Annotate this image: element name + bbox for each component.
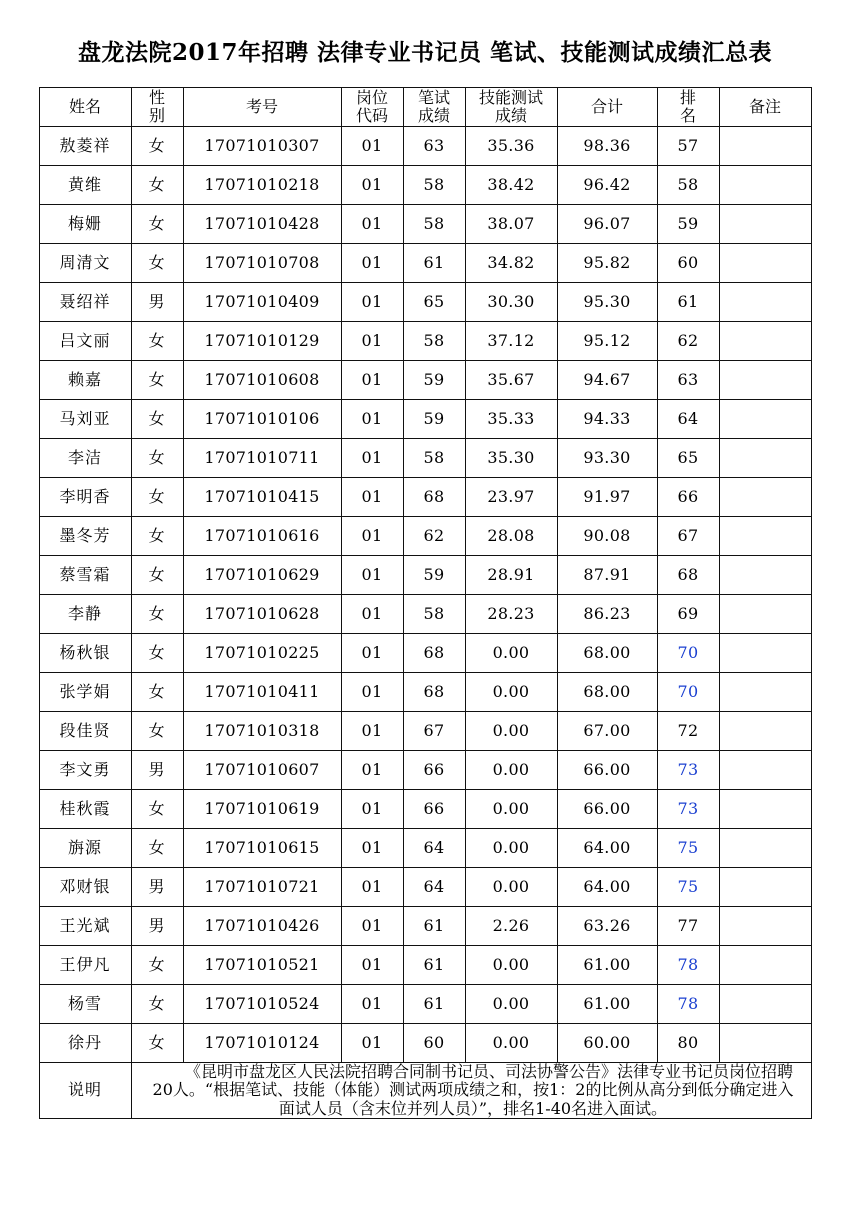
cell-written-score: 66 bbox=[403, 790, 465, 829]
cell-remark bbox=[719, 907, 811, 946]
cell-skill-score: 0.00 bbox=[465, 673, 557, 712]
table-row bbox=[39, 556, 811, 595]
cell-name: 张学娟 bbox=[39, 673, 131, 712]
cell-total: 94.67 bbox=[557, 361, 657, 400]
cell-post-code: 01 bbox=[341, 517, 403, 556]
note-row bbox=[39, 1063, 811, 1119]
cell-remark bbox=[719, 205, 811, 244]
cell-name: 段佳贤 bbox=[39, 712, 131, 751]
column-header-skill-score bbox=[465, 88, 557, 127]
cell-sex: 女 bbox=[131, 673, 183, 712]
cell-post-code: 01 bbox=[341, 556, 403, 595]
cell-name: 梅姗 bbox=[39, 205, 131, 244]
table-row bbox=[39, 907, 811, 946]
table-row bbox=[39, 790, 811, 829]
cell-total: 64.00 bbox=[557, 868, 657, 907]
cell-exam-no: 17071010225 bbox=[183, 634, 341, 673]
cell-name: 赖嘉 bbox=[39, 361, 131, 400]
cell-written-score: 61 bbox=[403, 946, 465, 985]
cell-sex: 女 bbox=[131, 634, 183, 673]
cell-exam-no: 17071010619 bbox=[183, 790, 341, 829]
cell-name: 李文勇 bbox=[39, 751, 131, 790]
cell-remark bbox=[719, 1024, 811, 1063]
cell-total: 91.97 bbox=[557, 478, 657, 517]
cell-written-score: 59 bbox=[403, 556, 465, 595]
cell-name: 李明香 bbox=[39, 478, 131, 517]
cell-total: 90.08 bbox=[557, 517, 657, 556]
cell-skill-score: 0.00 bbox=[465, 946, 557, 985]
cell-total: 96.42 bbox=[557, 166, 657, 205]
cell-name: 桂秋霞 bbox=[39, 790, 131, 829]
cell-written-score: 65 bbox=[403, 283, 465, 322]
cell-written-score: 63 bbox=[403, 127, 465, 166]
cell-total: 93.30 bbox=[557, 439, 657, 478]
cell-post-code: 01 bbox=[341, 946, 403, 985]
cell-exam-no: 17071010218 bbox=[183, 166, 341, 205]
cell-remark bbox=[719, 478, 811, 517]
header-line-2: 名 bbox=[679, 106, 696, 125]
cell-post-code: 01 bbox=[341, 400, 403, 439]
table-row bbox=[39, 946, 811, 985]
cell-sex: 女 bbox=[131, 712, 183, 751]
cell-written-score: 68 bbox=[403, 673, 465, 712]
cell-written-score: 61 bbox=[403, 907, 465, 946]
cell-remark bbox=[719, 361, 811, 400]
cell-written-score: 59 bbox=[403, 361, 465, 400]
cell-sex: 女 bbox=[131, 439, 183, 478]
table-row bbox=[39, 205, 811, 244]
cell-total: 67.00 bbox=[557, 712, 657, 751]
cell-rank: 68 bbox=[657, 556, 719, 595]
header-line-2: 成绩 bbox=[494, 106, 527, 125]
cell-post-code: 01 bbox=[341, 595, 403, 634]
cell-exam-no: 17071010415 bbox=[183, 478, 341, 517]
cell-total: 95.12 bbox=[557, 322, 657, 361]
header-line-1: 排 bbox=[679, 87, 696, 107]
cell-written-score: 64 bbox=[403, 829, 465, 868]
cell-total: 95.82 bbox=[557, 244, 657, 283]
cell-rank: 72 bbox=[657, 712, 719, 751]
cell-sex: 女 bbox=[131, 946, 183, 985]
table-row bbox=[39, 1024, 811, 1063]
cell-exam-no: 17071010616 bbox=[183, 517, 341, 556]
cell-exam-no: 17071010426 bbox=[183, 907, 341, 946]
column-header-sex bbox=[131, 88, 183, 127]
cell-rank: 75 bbox=[657, 829, 719, 868]
cell-name: 墨冬芳 bbox=[39, 517, 131, 556]
cell-total: 87.91 bbox=[557, 556, 657, 595]
cell-written-score: 58 bbox=[403, 595, 465, 634]
cell-exam-no: 17071010615 bbox=[183, 829, 341, 868]
cell-skill-score: 35.33 bbox=[465, 400, 557, 439]
table-row bbox=[39, 829, 811, 868]
table-row bbox=[39, 361, 811, 400]
cell-skill-score: 23.97 bbox=[465, 478, 557, 517]
cell-rank: 78 bbox=[657, 985, 719, 1024]
cell-name: 周清文 bbox=[39, 244, 131, 283]
header-line-2: 别 bbox=[148, 106, 165, 125]
cell-written-score: 68 bbox=[403, 478, 465, 517]
cell-skill-score: 0.00 bbox=[465, 790, 557, 829]
header-line-1: 技能测试 bbox=[478, 87, 543, 107]
cell-remark bbox=[719, 127, 811, 166]
cell-total: 61.00 bbox=[557, 985, 657, 1024]
cell-skill-score: 28.08 bbox=[465, 517, 557, 556]
table-row bbox=[39, 322, 811, 361]
cell-skill-score: 0.00 bbox=[465, 712, 557, 751]
cell-rank: 78 bbox=[657, 946, 719, 985]
header-line-1: 笔试 bbox=[417, 87, 450, 107]
cell-written-score: 66 bbox=[403, 751, 465, 790]
cell-sex: 女 bbox=[131, 829, 183, 868]
cell-written-score: 59 bbox=[403, 400, 465, 439]
cell-sex: 女 bbox=[131, 790, 183, 829]
cell-exam-no: 17071010129 bbox=[183, 322, 341, 361]
table-row bbox=[39, 478, 811, 517]
header-line-1: 合计 bbox=[590, 96, 623, 116]
cell-total: 94.33 bbox=[557, 400, 657, 439]
cell-name: 聂绍祥 bbox=[39, 283, 131, 322]
cell-post-code: 01 bbox=[341, 478, 403, 517]
cell-written-score: 64 bbox=[403, 868, 465, 907]
cell-sex: 女 bbox=[131, 1024, 183, 1063]
cell-skill-score: 0.00 bbox=[465, 868, 557, 907]
cell-remark bbox=[719, 985, 811, 1024]
cell-skill-score: 28.23 bbox=[465, 595, 557, 634]
cell-written-score: 58 bbox=[403, 166, 465, 205]
cell-total: 66.00 bbox=[557, 790, 657, 829]
cell-rank: 80 bbox=[657, 1024, 719, 1063]
cell-skill-score: 38.07 bbox=[465, 205, 557, 244]
cell-skill-score: 35.30 bbox=[465, 439, 557, 478]
cell-written-score: 58 bbox=[403, 439, 465, 478]
cell-skill-score: 30.30 bbox=[465, 283, 557, 322]
scores-table bbox=[39, 87, 812, 1119]
cell-remark bbox=[719, 322, 811, 361]
cell-remark bbox=[719, 946, 811, 985]
cell-remark bbox=[719, 634, 811, 673]
header-line-1: 岗位 bbox=[355, 87, 388, 107]
header-line-1: 姓名 bbox=[68, 96, 101, 116]
cell-written-score: 58 bbox=[403, 205, 465, 244]
cell-skill-score: 0.00 bbox=[465, 751, 557, 790]
cell-exam-no: 17071010524 bbox=[183, 985, 341, 1024]
cell-remark bbox=[719, 751, 811, 790]
cell-exam-no: 17071010307 bbox=[183, 127, 341, 166]
cell-sex: 女 bbox=[131, 361, 183, 400]
column-header-written-score bbox=[403, 88, 465, 127]
column-header-exam-no bbox=[183, 88, 341, 127]
cell-exam-no: 17071010607 bbox=[183, 751, 341, 790]
cell-exam-no: 17071010608 bbox=[183, 361, 341, 400]
cell-exam-no: 17071010708 bbox=[183, 244, 341, 283]
cell-total: 96.07 bbox=[557, 205, 657, 244]
cell-sex: 女 bbox=[131, 556, 183, 595]
cell-skill-score: 35.67 bbox=[465, 361, 557, 400]
cell-rank: 77 bbox=[657, 907, 719, 946]
cell-total: 66.00 bbox=[557, 751, 657, 790]
cell-skill-score: 0.00 bbox=[465, 634, 557, 673]
cell-post-code: 01 bbox=[341, 244, 403, 283]
header-line-2: 成绩 bbox=[417, 106, 450, 125]
cell-remark bbox=[719, 829, 811, 868]
cell-sex: 女 bbox=[131, 166, 183, 205]
cell-remark bbox=[719, 439, 811, 478]
header-line-1: 考号 bbox=[245, 96, 278, 116]
cell-remark bbox=[719, 868, 811, 907]
table-header bbox=[39, 88, 811, 127]
header-line-1: 备注 bbox=[748, 96, 781, 116]
header-line-1: 性 bbox=[148, 87, 165, 107]
cell-sex: 女 bbox=[131, 205, 183, 244]
cell-sex: 女 bbox=[131, 985, 183, 1024]
cell-remark bbox=[719, 673, 811, 712]
cell-sex: 女 bbox=[131, 244, 183, 283]
cell-rank: 69 bbox=[657, 595, 719, 634]
cell-name: 邓财银 bbox=[39, 868, 131, 907]
cell-post-code: 01 bbox=[341, 829, 403, 868]
cell-rank: 70 bbox=[657, 634, 719, 673]
cell-exam-no: 17071010411 bbox=[183, 673, 341, 712]
cell-sex: 女 bbox=[131, 478, 183, 517]
cell-exam-no: 17071010721 bbox=[183, 868, 341, 907]
page-title: 盘龙法院2017年招聘 法律专业书记员 笔试、技能测试成绩汇总表 bbox=[77, 39, 773, 66]
cell-name: 马刘亚 bbox=[39, 400, 131, 439]
cell-name: 李洁 bbox=[39, 439, 131, 478]
cell-sex: 女 bbox=[131, 322, 183, 361]
table-row bbox=[39, 595, 811, 634]
table-row bbox=[39, 712, 811, 751]
header-line-2: 代码 bbox=[355, 106, 388, 125]
column-header-name bbox=[39, 88, 131, 127]
cell-written-score: 61 bbox=[403, 985, 465, 1024]
cell-name: 吕文丽 bbox=[39, 322, 131, 361]
table-row bbox=[39, 439, 811, 478]
cell-name: 旃源 bbox=[39, 829, 131, 868]
table-row bbox=[39, 751, 811, 790]
cell-post-code: 01 bbox=[341, 751, 403, 790]
cell-name: 黄维 bbox=[39, 166, 131, 205]
cell-written-score: 58 bbox=[403, 322, 465, 361]
table-row bbox=[39, 634, 811, 673]
cell-exam-no: 17071010428 bbox=[183, 205, 341, 244]
table-row bbox=[39, 244, 811, 283]
cell-exam-no: 17071010409 bbox=[183, 283, 341, 322]
cell-skill-score: 34.82 bbox=[465, 244, 557, 283]
cell-post-code: 01 bbox=[341, 790, 403, 829]
cell-remark bbox=[719, 166, 811, 205]
cell-name: 杨雪 bbox=[39, 985, 131, 1024]
cell-name: 王伊凡 bbox=[39, 946, 131, 985]
cell-sex: 男 bbox=[131, 283, 183, 322]
cell-post-code: 01 bbox=[341, 1024, 403, 1063]
cell-rank: 65 bbox=[657, 439, 719, 478]
cell-skill-score: 2.26 bbox=[465, 907, 557, 946]
cell-name: 杨秋银 bbox=[39, 634, 131, 673]
cell-remark bbox=[719, 556, 811, 595]
cell-written-score: 67 bbox=[403, 712, 465, 751]
cell-post-code: 01 bbox=[341, 673, 403, 712]
cell-total: 68.00 bbox=[557, 673, 657, 712]
cell-total: 95.30 bbox=[557, 283, 657, 322]
cell-skill-score: 0.00 bbox=[465, 985, 557, 1024]
column-header-post-code bbox=[341, 88, 403, 127]
cell-post-code: 01 bbox=[341, 868, 403, 907]
cell-written-score: 62 bbox=[403, 517, 465, 556]
cell-rank: 67 bbox=[657, 517, 719, 556]
cell-skill-score: 37.12 bbox=[465, 322, 557, 361]
cell-post-code: 01 bbox=[341, 439, 403, 478]
cell-post-code: 01 bbox=[341, 166, 403, 205]
table-body bbox=[39, 127, 811, 1063]
cell-sex: 女 bbox=[131, 595, 183, 634]
cell-written-score: 60 bbox=[403, 1024, 465, 1063]
cell-name: 王光斌 bbox=[39, 907, 131, 946]
cell-exam-no: 17071010124 bbox=[183, 1024, 341, 1063]
cell-exam-no: 17071010521 bbox=[183, 946, 341, 985]
cell-total: 60.00 bbox=[557, 1024, 657, 1063]
cell-rank: 59 bbox=[657, 205, 719, 244]
cell-skill-score: 0.00 bbox=[465, 1024, 557, 1063]
cell-sex: 女 bbox=[131, 127, 183, 166]
cell-rank: 57 bbox=[657, 127, 719, 166]
cell-rank: 58 bbox=[657, 166, 719, 205]
cell-name: 蔡雪霜 bbox=[39, 556, 131, 595]
table-row bbox=[39, 127, 811, 166]
cell-remark bbox=[719, 244, 811, 283]
cell-rank: 60 bbox=[657, 244, 719, 283]
cell-remark bbox=[719, 400, 811, 439]
cell-skill-score: 38.42 bbox=[465, 166, 557, 205]
note-text: 《昆明市盘龙区人民法院招聘合同制书记员、司法协警公告》法律专业书记员岗位招聘20人。“根据笔试、技能（体能）测试两项成绩之和，按1：2的比例从高分到低分确定进入面试人员（含末位并列人员）”，排名1-40名进入面试。 bbox=[152, 1062, 794, 1118]
cell-remark bbox=[719, 595, 811, 634]
cell-total: 61.00 bbox=[557, 946, 657, 985]
cell-remark bbox=[719, 790, 811, 829]
table-row bbox=[39, 985, 811, 1024]
cell-exam-no: 17071010711 bbox=[183, 439, 341, 478]
cell-skill-score: 28.91 bbox=[465, 556, 557, 595]
cell-post-code: 01 bbox=[341, 127, 403, 166]
cell-rank: 63 bbox=[657, 361, 719, 400]
cell-exam-no: 17071010318 bbox=[183, 712, 341, 751]
cell-rank: 64 bbox=[657, 400, 719, 439]
cell-total: 86.23 bbox=[557, 595, 657, 634]
cell-total: 98.36 bbox=[557, 127, 657, 166]
cell-skill-score: 35.36 bbox=[465, 127, 557, 166]
note-label: 说明 bbox=[39, 1063, 131, 1119]
table-row bbox=[39, 400, 811, 439]
cell-exam-no: 17071010629 bbox=[183, 556, 341, 595]
cell-rank: 66 bbox=[657, 478, 719, 517]
cell-sex: 男 bbox=[131, 907, 183, 946]
cell-post-code: 01 bbox=[341, 985, 403, 1024]
cell-written-score: 68 bbox=[403, 634, 465, 673]
table-row bbox=[39, 868, 811, 907]
cell-name: 徐丹 bbox=[39, 1024, 131, 1063]
note-body bbox=[131, 1063, 811, 1119]
cell-remark bbox=[719, 283, 811, 322]
cell-exam-no: 17071010628 bbox=[183, 595, 341, 634]
cell-rank: 61 bbox=[657, 283, 719, 322]
cell-remark bbox=[719, 517, 811, 556]
cell-skill-score: 0.00 bbox=[465, 829, 557, 868]
cell-exam-no: 17071010106 bbox=[183, 400, 341, 439]
cell-post-code: 01 bbox=[341, 205, 403, 244]
table-row bbox=[39, 673, 811, 712]
table-row bbox=[39, 283, 811, 322]
cell-sex: 女 bbox=[131, 517, 183, 556]
cell-post-code: 01 bbox=[341, 361, 403, 400]
table-footer bbox=[39, 1063, 811, 1119]
cell-remark bbox=[719, 712, 811, 751]
column-header-rank bbox=[657, 88, 719, 127]
cell-written-score: 61 bbox=[403, 244, 465, 283]
cell-sex: 女 bbox=[131, 400, 183, 439]
cell-name: 李静 bbox=[39, 595, 131, 634]
cell-rank: 70 bbox=[657, 673, 719, 712]
table-row bbox=[39, 517, 811, 556]
cell-rank: 73 bbox=[657, 751, 719, 790]
cell-rank: 73 bbox=[657, 790, 719, 829]
cell-total: 64.00 bbox=[557, 829, 657, 868]
column-header-total bbox=[557, 88, 657, 127]
cell-rank: 75 bbox=[657, 868, 719, 907]
cell-post-code: 01 bbox=[341, 322, 403, 361]
cell-post-code: 01 bbox=[341, 907, 403, 946]
cell-name: 敖菱祥 bbox=[39, 127, 131, 166]
table-row bbox=[39, 166, 811, 205]
cell-sex: 男 bbox=[131, 751, 183, 790]
cell-total: 63.26 bbox=[557, 907, 657, 946]
cell-post-code: 01 bbox=[341, 283, 403, 322]
cell-post-code: 01 bbox=[341, 634, 403, 673]
cell-sex: 男 bbox=[131, 868, 183, 907]
cell-total: 68.00 bbox=[557, 634, 657, 673]
cell-rank: 62 bbox=[657, 322, 719, 361]
header-row bbox=[39, 88, 811, 127]
column-header-remark bbox=[719, 88, 811, 127]
cell-post-code: 01 bbox=[341, 712, 403, 751]
